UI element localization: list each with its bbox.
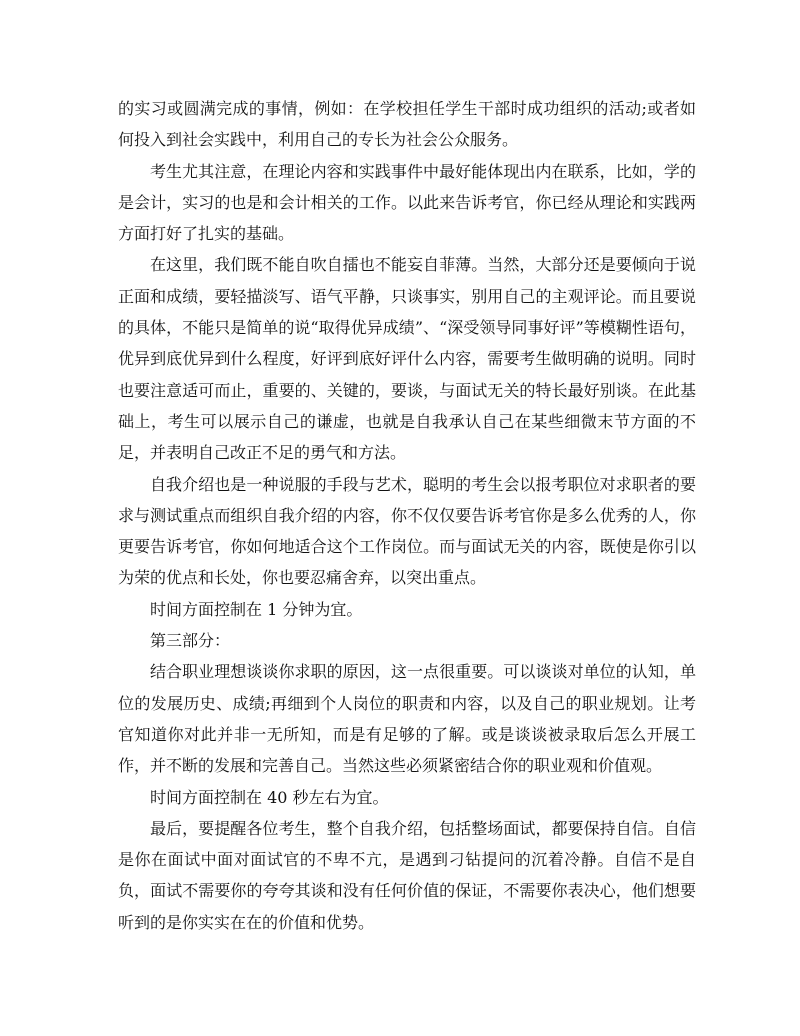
paragraph-1: 的实习或圆满完成的事情，例如：在学校担任学生干部时成功组织的活动;或者如何投入到社会实践中，利用自己的专长为社会公众服务。 <box>118 99 696 150</box>
paragraph-3: 在这里，我们既不能自吹自擂也不能妄自菲薄。当然，大部分还是要倾向于说正面和成绩，要轻描淡写、语气平静，只谈事实，别用自己的主观评论。而且要说的具体，不能只是简单的说“取得优异成绩”、“深受领导同事好评”等模糊性语句，优异到底优异到什么程度，好评到底好评什么内容，需要考生做明确的说明。同时也要注意适可而止，重要的、关键的，要谈，与面试无关的特长最好别谈。在此基础上，考生可以展示自己的谦虚，也就是自我承认自己在某些细微末节方面的不足，并表明自己改正不足的勇气和方法。 <box>118 255 696 463</box>
paragraph-9: 最后，要提醒各位考生，整个自我介绍，包括整场面试，都要保持自信。自信是你在面试中面对面试官的不卑不亢，是遇到刁钻提问的沉着冷静。自信不是自负，面试不需要你的夸夸其谈和没有任何价值的保证，不需要你表决心，他们想要听到的是你实实在在的价值和优势。 <box>118 818 696 932</box>
paragraph-4: 自我介绍也是一种说服的手段与艺术，聪明的考生会以报考职位对求职者的要求与测试重点而组织自我介绍的内容，你不仅仅要告诉考官你是多么优秀的人，你更要告诉考官，你如何地适合这个工作岗位。而与面试无关的内容，既使是你引以为荣的优点和长处，你也要忍痛舍弃，以突出重点。 <box>118 474 696 588</box>
section-heading: 第三部分： <box>150 631 231 651</box>
paragraph-2: 考生尤其注意，在理论内容和实践事件中最好能体现出内在联系，比如，学的是会计，实习的也是和会计相关的工作。以此来告诉考官，你已经从理论和实践两方面打好了扎实的基础。 <box>118 161 696 244</box>
document-page <box>118 93 696 938</box>
paragraph-8: 时间方面控制在 40 秒左右为宜。 <box>150 787 389 807</box>
paragraph-7: 结合职业理想谈谈你求职的原因，这一点很重要。可以谈谈对单位的认知，单位的发展历史、成绩;再细到个人岗位的职责和内容，以及自己的职业规划。让考官知道你对此并非一无所知，而是有足够的了解。或是谈谈被录取后怎么开展工作，并不断的发展和完善自己。当然这些必须紧密结合你的职业观和价值观。 <box>118 662 696 776</box>
paragraph-5: 时间方面控制在 1 分钟为宜。 <box>150 599 363 619</box>
